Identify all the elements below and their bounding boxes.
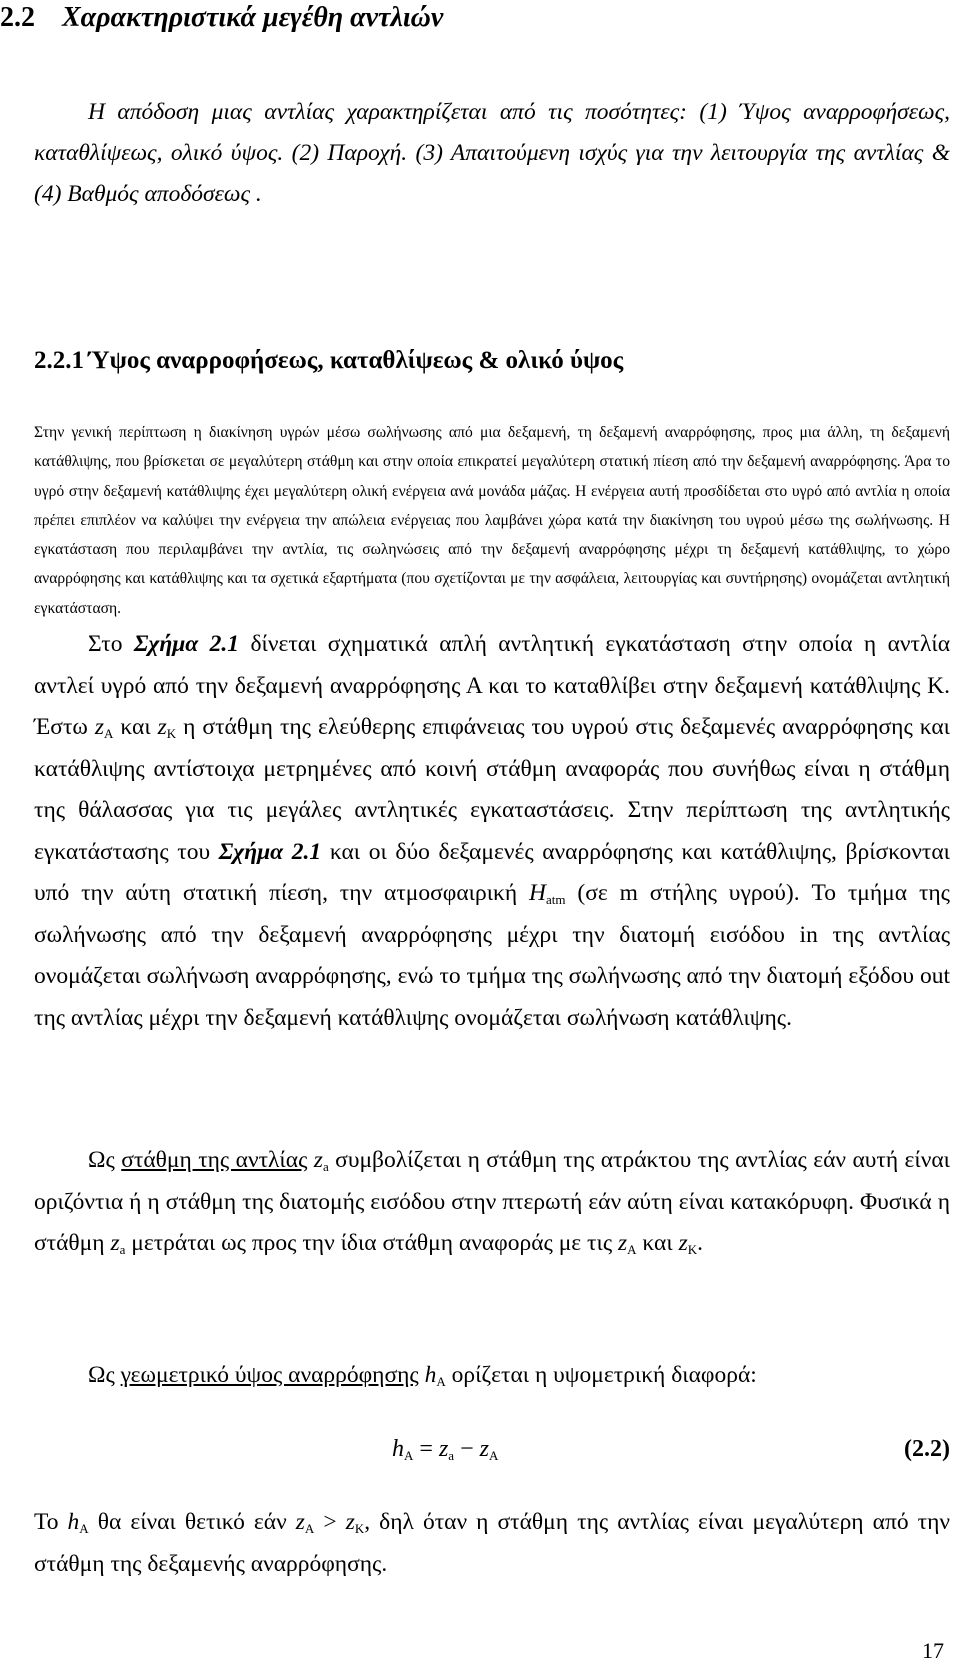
section-title: Χαρακτηριστικά μεγέθη αντλιών (62, 2, 444, 33)
conclusion-paragraph: Το $h_A$ θα είναι θετικό εάν $z_A > z_K$, δηλ όταν η στάθμη της αντλίας είναι μεγαλύτερη από την στάθμη της δεξαμενής αναρρόφησης. (34, 1509, 950, 1577)
section-number: 2.2 (0, 2, 35, 33)
figure-reference: Σχήμα 2.1 (133, 631, 240, 657)
equation-formula: $h_A = z_a - z_A$ (392, 1436, 499, 1463)
underlined-term: στάθμη της αντλίας (121, 1147, 308, 1173)
suction-height-paragraph: Ως γεωμετρικό ύψος αναρρόφησης $h_A$ ορίζεται η υψομετρική διαφορά: (88, 1362, 757, 1389)
symbol-z: z (157, 714, 167, 740)
section-heading (0, 2, 443, 34)
subsection-heading (34, 347, 623, 375)
underlined-term: γεωμετρικό ύψος αναρρόφησης (120, 1362, 419, 1388)
pump-level-paragraph: Ως στάθμη της αντλίας $z_a$ συμβολίζεται η στάθμη της ατράκτου της αντλίας εάν αυτή είναι οριζόντια ή η στάθμη της διατομής εισόδου στην πτερωτή εάν αύτη είναι κατακόρυφη. Φυσικά η στάθμη $z_a$ μετράται ως προς την ίδια στάθμη αναφοράς με τις $z_A$ και $z_K$. (34, 1147, 950, 1257)
page-number: 17 (922, 1638, 944, 1663)
figure-reference: Σχήμα 2.1 (218, 838, 322, 865)
intro-paragraph: Η απόδοση μιας αντλίας χαρακτηρίζεται από τις ποσότητες: (1) Ύψος αναρροφήσεως, καταθλίψεως, ολικό ύψος. (2) Παροχή. (3) Απαιτούμενη ισχύς για την λειτουργία της αντλίας & (4) Βαθμός αποδόσεως . (34, 99, 950, 207)
small-paragraph: Στην γενική περίπτωση η διακίνηση υγρών μέσω σωλήνωσης από μια δεξαμενή, τη δεξαμενή αναρρόφησης, προς μια άλλη, τη δεξαμενή κατάθλιψης, που βρίσκεται σε μεγαλύτερη στάθμη και στην οποία επικρατεί μεγαλύτερη στατική πίεση από την δεξαμενή αναρρόφησης. Άρα το υγρό στην δεξαμενή κατάθλιψης έχει μεγαλύτερη ολική ενέργεια ανά μονάδα μάζας. Η ενέργεια αυτή προσδίδεται στο υγρό από αντλία η οποία πρέπει επιπλέον να καλύψει την ενέργεια την απώλεια ενέργειας που λαμβάνει χώρα κατά την διακίνηση του υγρού μέσω της σωλήνωσης. Η εγκατάσταση που περιλαμβάνει την αντλία, τις σωληνώσεις από την δεξαμενή αναρρόφησης μέχρι τη δεξαμενή κατάθλιψης, το χώρο αναρρόφησης και κατάθλιψης και τα σχετικά εξαρτήματα (που σχετίζονται με την ασφάλεια, λειτουργίας και συντήρησης) ονομάζεται αντλητική εγκατάσταση. (34, 424, 950, 617)
symbol-H: H (529, 880, 547, 906)
figure-paragraph: Στο Σχήμα 2.1 δίνεται σχηματικά απλή αντλητική εγκατάσταση στην οποία η αντλία αντλεί υγρό από την δεξαμενή αναρρόφησης Α και το καταθλίβει στην δεξαμενή κατάθλιψης Κ. Έστω $z_A$ και $z_K$ η στάθμη της ελεύθερης επιφάνειας του υγρού στις δεξαμενές αναρρόφησης και κατάθλιψης αντίστοιχα μετρημένες από κοινή στάθμη αναφοράς που συνήθως είναι η στάθμη της θάλασσας για τις μεγάλες αντλητικές εγκαταστάσεις. Στην περίπτωση της αντλητικής εγκατάστασης του Σχήμα 2.1 και οι δύο δεξαμενές αναρρόφησης και κατάθλιψης, βρίσκονται υπό την αύτη στατική πίεση, την ατμοσφαιρική $H_{atm}$ (σε m στήλης υγρού). Το τμήμα της σωλήνωσης από την δεξαμενή αναρρόφησης μέχρι την διατομή εισόδου in της αντλίας ονομάζεται σωλήνωση αναρρόφησης, ενώ το τμήμα της σωλήνωσης από την διατομή εξόδου out της αντλίας μέχρι την δεξαμενή κατάθλιψης ονομάζεται σωλήνωση κατάθλιψης. (34, 631, 951, 1031)
equation (0, 1436, 960, 1480)
subsection-title: Ύψος αναρροφήσεως, καταθλίψεως & ολικό ύψος (88, 347, 624, 374)
subsection-number: 2.2.1 (34, 347, 84, 374)
symbol-z: z (94, 714, 105, 740)
equation-number: (2.2) (904, 1436, 950, 1462)
